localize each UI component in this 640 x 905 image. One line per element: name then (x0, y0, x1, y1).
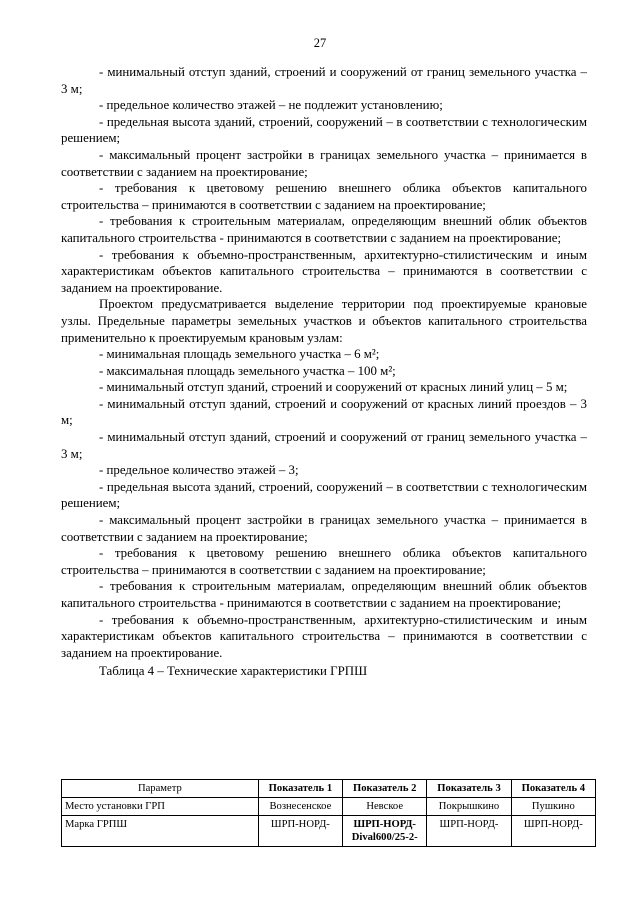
table-header-cell: Показатель 4 (511, 780, 595, 798)
table-header-cell: Показатель 3 (427, 780, 511, 798)
paragraph: - максимальная площадь земельного участка – 100 м²; (99, 363, 396, 378)
table-cell: ШРП-НОРД- (427, 816, 511, 847)
paragraph: - требования к объемно-пространственным, архитектурно-стилистическим и иным характеристикам объектов капитального строительства – принимаются в соответствии с заданием на проектирование. (61, 247, 587, 295)
paragraph: - требования к строительным материалам, определяющим внешний облик объектов капитального строительства - принимаются в соответствии с заданием на проектирование; (61, 579, 587, 610)
table-header-cell: Параметр (62, 780, 259, 798)
table-cell: Марка ГРПШ (62, 816, 259, 847)
table-header-row (62, 780, 596, 798)
table-cell: ШРП-НОРД- (258, 816, 342, 847)
paragraph: - предельное количество этажей – не подлежит установлению; (99, 98, 443, 113)
paragraph: - требования к строительным материалам, определяющим внешний облик объектов капитального строительства - принимаются в соответствии с заданием на проектирование; (61, 214, 587, 245)
paragraph: - минимальный отступ зданий, строений и сооружений от границ земельного участка – 3 м; (61, 65, 587, 96)
table-cell: Покрышкино (427, 798, 511, 816)
paragraph: - минимальный отступ зданий, строений и сооружений от красных линий улиц – 5 м; (99, 380, 568, 395)
paragraph: - предельное количество этажей – 3; (99, 463, 299, 478)
table-cell: Вознесенское (258, 798, 342, 816)
table-cell: Пушкино (511, 798, 595, 816)
document-body (61, 64, 587, 680)
paragraph: - максимальный процент застройки в границах земельного участка – принимается в соответствии с заданием на проектирование; (61, 147, 587, 179)
paragraph: - минимальная площадь земельного участка – 6 м²; (99, 347, 380, 362)
table-caption: Таблица 4 – Технические характеристики ГРПШ (99, 664, 368, 679)
table-cell: Невское (343, 798, 427, 816)
paragraph: - минимальный отступ зданий, строений и сооружений от красных линий проездов – 3 м; (61, 396, 587, 428)
table-cell: ШРП-НОРД-Dival600/25-2- (343, 816, 427, 847)
table-header-cell: Показатель 1 (258, 780, 342, 798)
table-header-cell: Показатель 2 (343, 780, 427, 798)
paragraph: - максимальный процент застройки в границах земельного участка – принимается в соответствии с заданием на проектирование; (61, 513, 587, 544)
paragraph: - требования к цветовому решению внешнего облика объектов капитального строительства – принимаются в соответствии с заданием на проектирование; (61, 181, 587, 212)
technical-characteristics-table (61, 779, 596, 847)
paragraph: Проектом предусматривается выделение территории под проектируемые крановые узлы. Предельные параметры земельных участков и объектов капитального строительства применительно к проектируемым крановым узлам: (61, 297, 587, 345)
table-row (62, 816, 596, 847)
page-number: 27 (313, 36, 327, 50)
table-row (62, 798, 596, 816)
paragraph: - требования к цветовому решению внешнего облика объектов капитального строительства – принимаются в соответствии с заданием на проектирование; (61, 546, 587, 577)
table-cell: ШРП-НОРД- (511, 816, 595, 847)
paragraph: - предельная высота зданий, строений, сооружений – в соответствии с технологическим решением; (61, 479, 587, 511)
paragraph: - требования к объемно-пространственным, архитектурно-стилистическим и иным характеристикам объектов капитального строительства – принимаются в соответствии с заданием на проектирование. (61, 612, 587, 660)
paragraph: - предельная высота зданий, строений, сооружений – в соответствии с технологическим решением; (61, 114, 587, 146)
paragraph: - минимальный отступ зданий, строений и сооружений от границ земельного участка – 3 м; (61, 430, 587, 461)
table-cell: Место установки ГРП (62, 798, 259, 816)
